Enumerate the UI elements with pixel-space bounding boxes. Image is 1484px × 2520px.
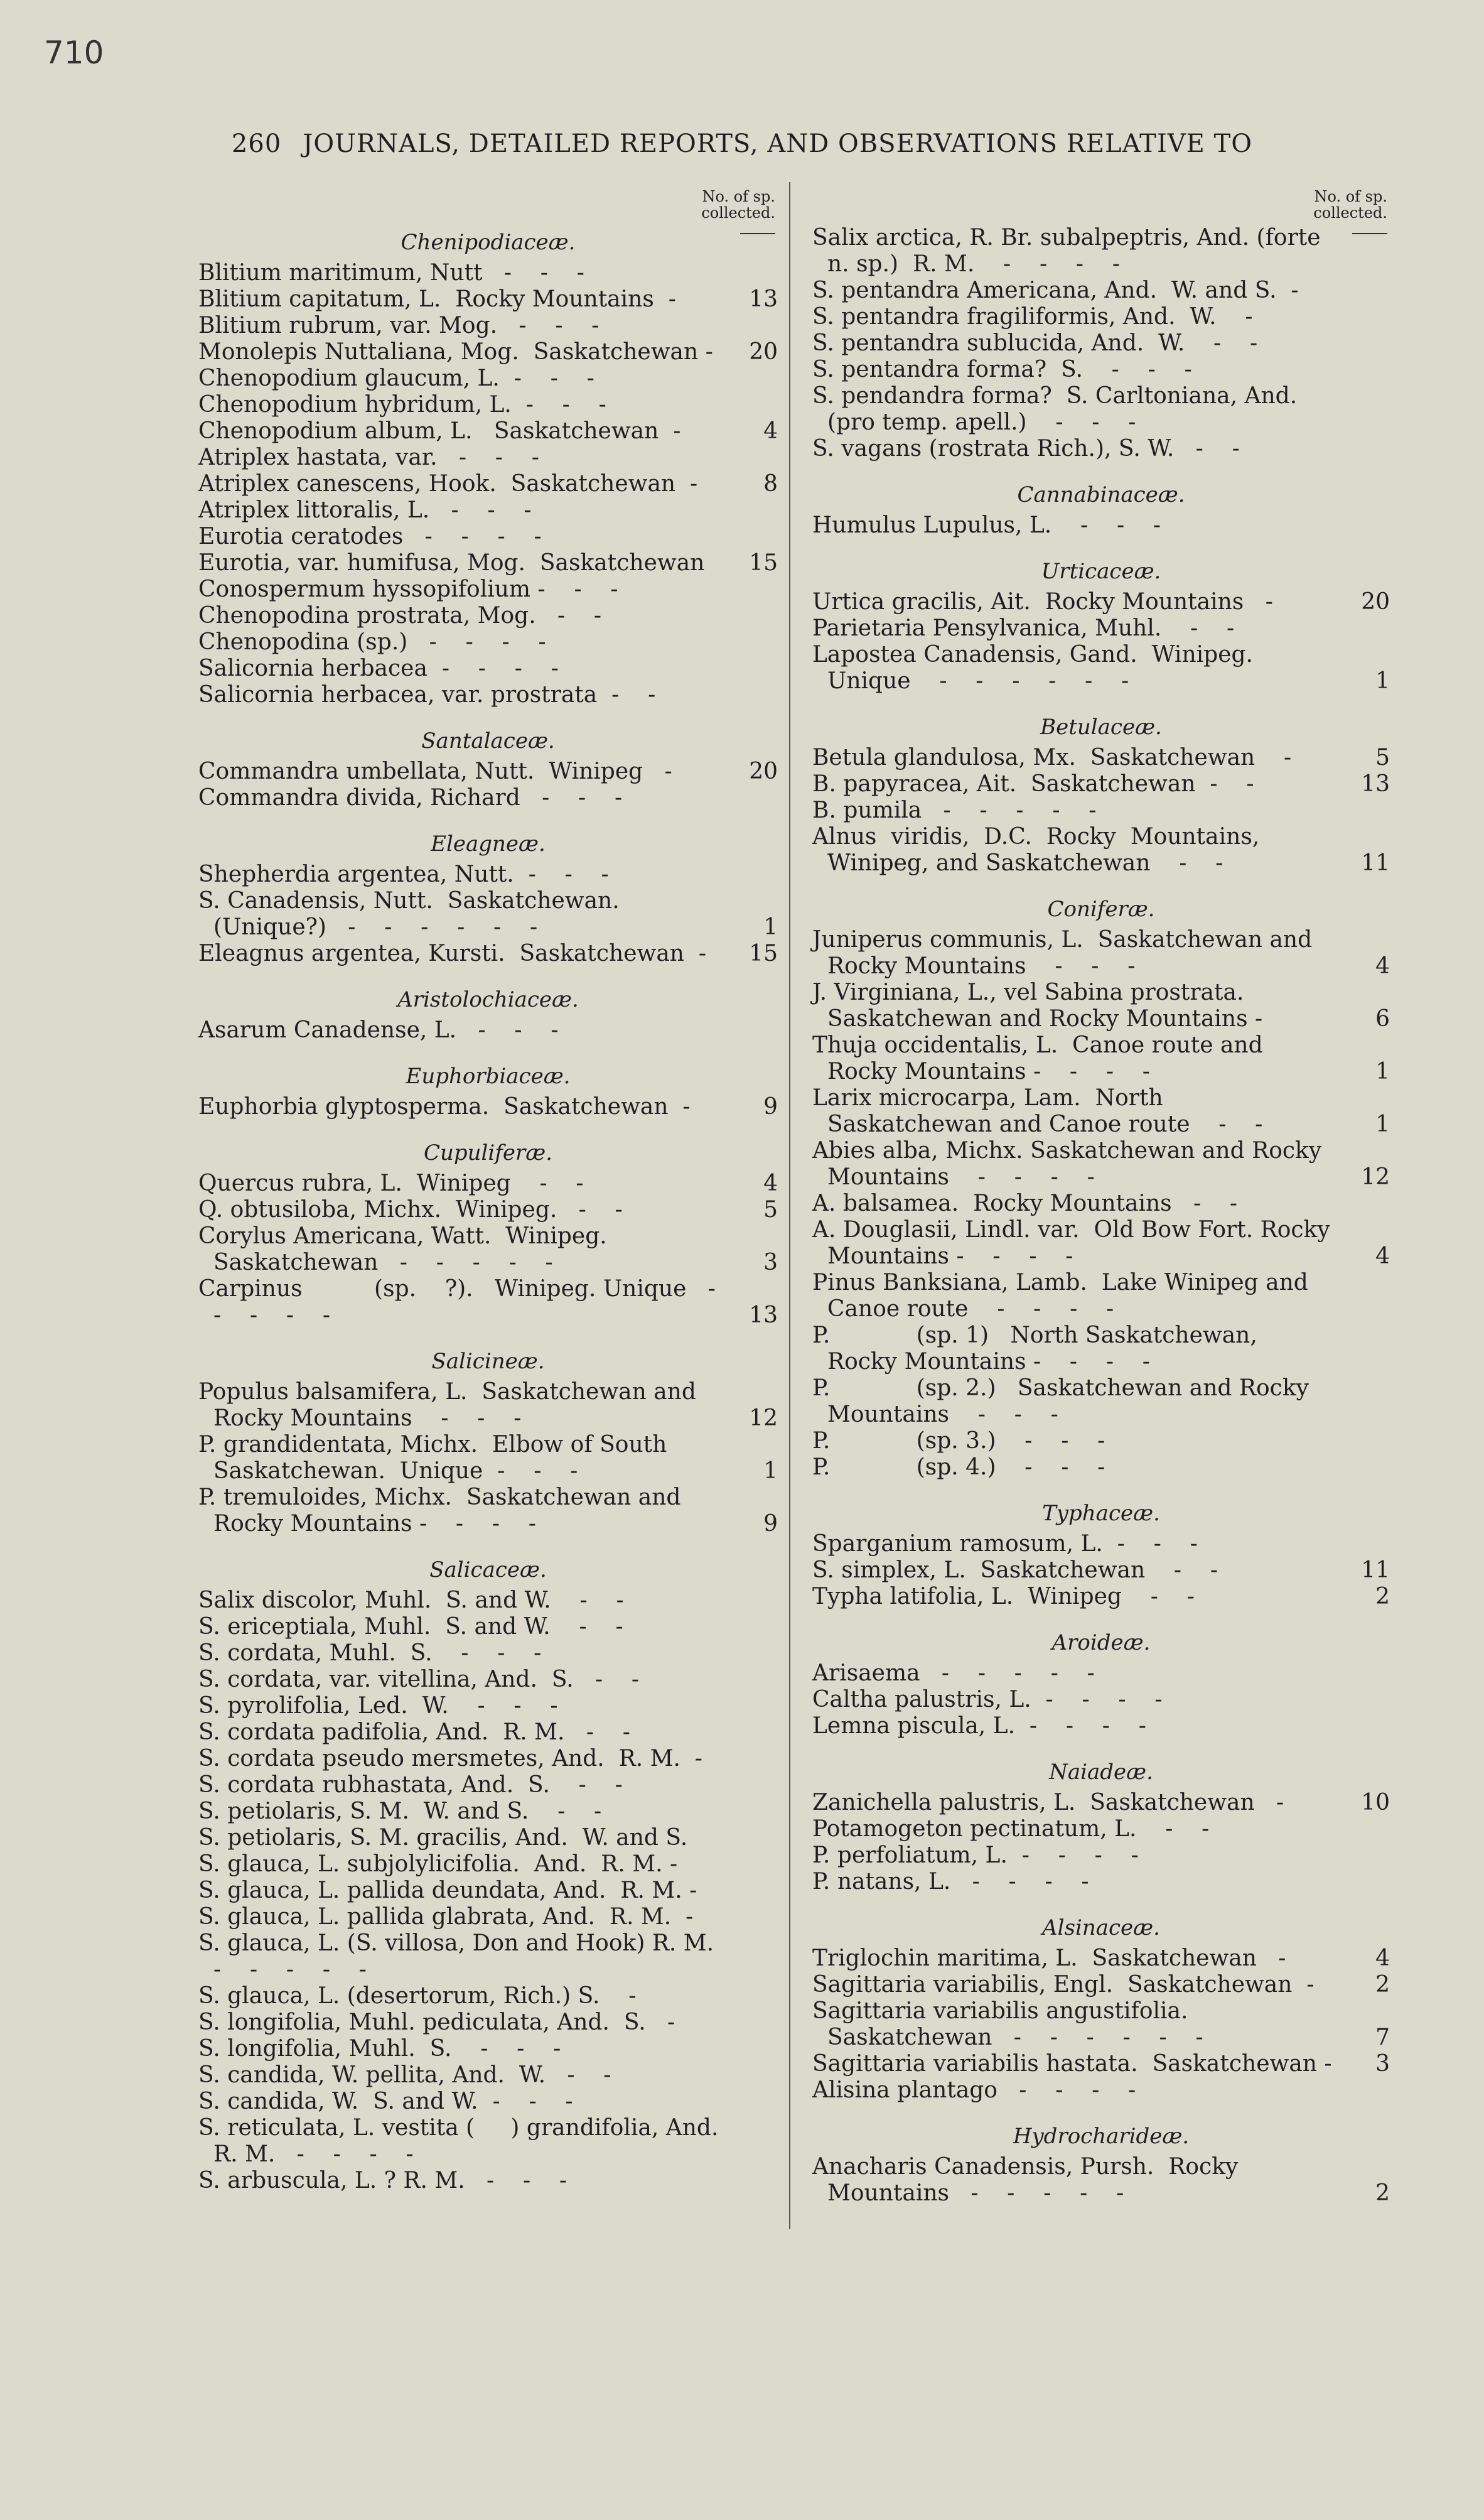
species-count: 15: [749, 941, 778, 966]
species-entry: [198, 1983, 778, 2009]
species-entry: [812, 1816, 1390, 1842]
species-name: Juniperus communis, L. Saskatchewan and Rocky Mountains - - -: [812, 927, 1320, 979]
species-name: Shepherdia argentea, Nutt. - - -: [198, 862, 609, 887]
species-entry: [198, 1171, 778, 1197]
species-count: 20: [749, 759, 778, 784]
species-entry: [198, 1223, 778, 1276]
species-name: Chenopodium glaucum, L. - - -: [198, 365, 594, 391]
species-name: Pinus Banksiana, Lamb. Lake Winipeg and Canoe route - - - -: [812, 1270, 1316, 1322]
family-section: [812, 554, 1390, 695]
species-name: Betula glandulosa, Mx. Saskatchewan -: [812, 745, 1292, 771]
family-title: Typhaceæ.: [1042, 1501, 1160, 1526]
species-count: 4: [763, 1171, 778, 1196]
species-name: B. papyracea, Ait. Saskatchewan - -: [812, 771, 1254, 797]
species-entry: [198, 2089, 778, 2115]
species-entry: [812, 225, 1390, 278]
species-name: Anacharis Canadensis, Pursh. Rocky Mountains - - - - -: [812, 2154, 1245, 2206]
species-entry: [198, 576, 778, 603]
species-name: Eurotia ceratodes - - - -: [198, 524, 542, 549]
species-entry: [198, 1719, 778, 1746]
species-entry: [812, 824, 1390, 877]
species-name: Zanichella palustris, L. Saskatchewan -: [812, 1790, 1284, 1815]
species-name: Commandra umbellata, Nutt. Winipeg -: [198, 759, 672, 784]
species-entry: [812, 1375, 1390, 1428]
species-entry: [198, 550, 778, 576]
species-entry: [812, 512, 1390, 539]
species-name: S. glauca, L. (desertorum, Rich.) S. -: [198, 1983, 637, 2009]
family-title: Cupuliferæ.: [423, 1140, 553, 1165]
species-entry: [198, 339, 778, 365]
species-count: 2: [1375, 1584, 1390, 1609]
species-entry: [812, 1032, 1390, 1085]
species-count: 4: [1375, 953, 1390, 979]
species-name: J. Virginiana, L., vel Sabina prostrata. Saskatchewan and Rocky Mountains -: [812, 980, 1263, 1032]
running-head-page: 260: [231, 129, 282, 158]
species-name: S. glauca, L. (S. villosa, Don and Hook) R. M. - - - - -: [198, 1930, 736, 1982]
species-entry: [198, 1667, 778, 1693]
family-title: Naiadeæ.: [1049, 1760, 1153, 1785]
species-name: Chenopodina prostrata, Mog. - -: [198, 603, 602, 629]
species-entry: [198, 1878, 778, 1904]
species-entry: [812, 1790, 1390, 1816]
species-name: Carpinus (sp. ?). Winipeg. Unique - - - - -: [198, 1276, 745, 1328]
species-entry: [812, 2154, 1390, 2207]
species-count: 20: [749, 339, 778, 365]
species-name: Typha latifolia, L. Winipeg - -: [812, 1584, 1195, 1609]
species-entry: [812, 1945, 1390, 1972]
species-name: Corylus Americana, Watt. Winipeg. Saskatchewan - - - - -: [198, 1223, 621, 1275]
species-name: Blitium rubrum, var. Mog. - - -: [198, 313, 600, 338]
species-entry: [198, 1379, 778, 1432]
species-entry: [198, 1432, 778, 1484]
species-count: 12: [749, 1405, 778, 1431]
family-section: [198, 982, 778, 1044]
species-entry: [198, 785, 778, 811]
species-entry: [812, 980, 1390, 1032]
species-name: S. longifolia, Muhl. S. - - -: [198, 2036, 561, 2062]
species-entry: [198, 1798, 778, 1825]
species-entry: [198, 656, 778, 682]
species-entry: [812, 1584, 1390, 1610]
species-name: Alisina plantago - - - -: [812, 2077, 1136, 2103]
species-entry: [812, 927, 1390, 980]
species-name: P. perfoliatum, L. - - - -: [812, 1842, 1139, 1868]
species-name: S. pentandra fragiliformis, And. W. -: [812, 304, 1253, 330]
species-entry: [198, 1693, 778, 1719]
species-name: Chenopodium hybridum, L. - - -: [198, 392, 606, 418]
species-name: S. candida, W. pellita, And. W. - -: [198, 2062, 611, 2088]
species-name: S. ericeptiala, Muhl. S. and W. - -: [198, 1614, 623, 1640]
family-title: Alsinaceæ.: [1042, 1915, 1160, 1940]
species-count: 4: [1375, 1945, 1390, 1971]
species-name: Abies alba, Michx. Saskatchewan and Rocky Mountains - - - -: [812, 1138, 1329, 1190]
family-section: [198, 826, 778, 967]
family-title: Chenipodiaceæ.: [401, 230, 576, 255]
species-entry: [198, 313, 778, 339]
species-entry: [812, 1869, 1390, 1895]
species-entry: [198, 629, 778, 656]
species-entry: [812, 1972, 1390, 1998]
species-entry: [812, 1138, 1390, 1191]
species-entry: [812, 1687, 1390, 1713]
species-entry: [198, 260, 778, 286]
family-title: Aroideæ.: [1051, 1630, 1151, 1655]
species-name: S. candida, W. S. and W. - - -: [198, 2089, 573, 2114]
species-count: 5: [763, 1197, 778, 1223]
species-name: Sagittaria variabilis angustifolia. Saskatchewan - - - - - -: [812, 1998, 1203, 2050]
species-name: Salicornia herbacea - - - -: [198, 656, 559, 681]
running-head: [0, 129, 1484, 158]
species-name: P. grandidentata, Michx. Elbow of South Saskatchewan. Unique - - -: [198, 1432, 674, 1484]
species-name: P. natans, L. - - - -: [812, 1869, 1089, 1895]
running-head-title: JOURNALS, DETAILED REPORTS, AND OBSERVATIONS RELATIVE TO: [303, 129, 1253, 158]
species-count: 13: [749, 286, 778, 312]
column-header-line-2: collected.: [1313, 204, 1387, 222]
species-entry: [198, 1276, 778, 1329]
column-header-line-2: collected.: [701, 204, 775, 222]
species-entry: [812, 1454, 1390, 1481]
family-section: [812, 1625, 1390, 1739]
species-name: Euphorbia glyptosperma. Saskatchewan -: [198, 1094, 691, 1120]
species-count: 20: [1361, 589, 1390, 615]
species-entry: [198, 1772, 778, 1798]
species-name: S. cordata rubhastata, And. S. - -: [198, 1772, 623, 1798]
family-section: [812, 1496, 1390, 1610]
species-entry: [198, 2036, 778, 2062]
species-count: 13: [1361, 771, 1390, 797]
species-count: 2: [1375, 1972, 1390, 1998]
species-entry: [198, 941, 778, 967]
column-header-rule: [740, 233, 775, 234]
species-entry: [198, 1197, 778, 1223]
species-name: S. petiolaris, S. M. gracilis, And. W. and S.: [198, 1825, 688, 1851]
species-entry: [812, 1998, 1390, 2051]
species-entry: [198, 1851, 778, 1878]
species-entry: [812, 2077, 1390, 2104]
species-name: S. pentandra sublucida, And. W. - -: [812, 330, 1258, 356]
species-count: 1: [1375, 668, 1390, 694]
species-count: 1: [763, 1458, 778, 1484]
species-name: Blitium maritimum, Nutt - - -: [198, 260, 584, 286]
species-count: 13: [749, 1302, 778, 1328]
species-name: S. arbuscula, L. ? R. M. - - -: [198, 2168, 567, 2193]
species-name: S. pentandra Americana, And. W. and S. -: [812, 278, 1299, 303]
species-count: 4: [763, 418, 778, 444]
page-number: 710: [44, 35, 104, 71]
species-entry: [198, 888, 778, 941]
species-entry: [198, 1904, 778, 1930]
species-entry: [812, 1842, 1390, 1869]
species-entry: [198, 365, 778, 392]
species-entry: [198, 682, 778, 708]
species-entry: [812, 436, 1390, 462]
column-header-rule: [1352, 233, 1387, 234]
species-entry: [198, 286, 778, 313]
species-entry: [198, 2062, 778, 2089]
species-name: Asarum Canadense, L. - - -: [198, 1017, 559, 1043]
species-entry: [812, 1191, 1390, 1217]
species-name: Potamogeton pectinatum, L. - -: [812, 1816, 1210, 1842]
species-entry: [198, 1484, 778, 1537]
species-count: 1: [763, 914, 778, 940]
species-entry: [198, 759, 778, 785]
species-count: 9: [763, 1511, 778, 1537]
species-entry: [198, 497, 778, 524]
species-entry: [812, 2051, 1390, 2077]
species-entry: [812, 771, 1390, 798]
species-count: 3: [763, 1250, 778, 1275]
family-title: Eleagneæ.: [431, 831, 546, 857]
species-name: A. balsamea. Rocky Mountains - -: [812, 1191, 1238, 1216]
species-entry: [812, 383, 1390, 436]
family-section: [812, 477, 1390, 539]
species-name: S. simplex, L. Saskatchewan - -: [812, 1557, 1218, 1583]
species-name: S. glauca, L. subjolylicifolia. And. R. M. -: [198, 1851, 678, 1877]
species-entry: [812, 1428, 1390, 1454]
species-name: Parietaria Pensylvanica, Muhl. - -: [812, 615, 1235, 641]
family-section: [198, 1059, 778, 1120]
species-count: 12: [1361, 1164, 1390, 1190]
species-entry: [198, 1746, 778, 1772]
family-section: [812, 1755, 1390, 1895]
species-entry: [198, 1017, 778, 1044]
species-count: 5: [1375, 745, 1390, 771]
species-name: P. (sp. 4.) - - -: [812, 1454, 1105, 1480]
species-count: 6: [1375, 1006, 1390, 1032]
species-count: 3: [1375, 2051, 1390, 2077]
family-section: [812, 225, 1390, 462]
column-header: [198, 188, 778, 225]
column-header: [812, 188, 1390, 225]
column-header-line-1: No. of sp.: [1314, 188, 1387, 205]
species-entry: [812, 357, 1390, 383]
family-section: [198, 1552, 778, 2194]
family-title: Urticaceæ.: [1041, 559, 1161, 584]
species-entry: [812, 1322, 1390, 1375]
species-name: Caltha palustris, L. - - - -: [812, 1687, 1163, 1712]
species-name: Sagittaria variabilis hastata. Saskatchewan -: [812, 2051, 1332, 2077]
species-name: Monolepis Nuttaliana, Mog. Saskatchewan -: [198, 339, 713, 365]
species-name: B. pumila - - - - -: [812, 798, 1097, 823]
species-entry: [198, 1640, 778, 1667]
species-name: P. (sp. 3.) - - -: [812, 1428, 1105, 1454]
species-entry: [198, 2168, 778, 2194]
species-name: Commandra divida, Richard - - -: [198, 785, 623, 811]
species-name: P. tremuloides, Michx. Saskatchewan and Rocky Mountains - - - -: [198, 1484, 688, 1537]
species-name: Eleagnus argentea, Kursti. Saskatchewan -: [198, 941, 707, 966]
species-name: S. glauca, L. pallida deundata, And. R. M. -: [198, 1878, 697, 1903]
right-column: [812, 188, 1390, 2222]
species-entry: [812, 1557, 1390, 1584]
species-entry: [198, 2115, 778, 2168]
species-entry: [198, 418, 778, 445]
family-title: Salicineæ.: [431, 1349, 545, 1374]
species-count: 2: [1375, 2180, 1390, 2206]
species-name: S. glauca, L. pallida glabrata, And. R. M. -: [198, 1904, 694, 1930]
species-entry: [198, 1930, 778, 1983]
species-name: S. petiolaris, S. M. W. and S. - -: [198, 1798, 602, 1824]
species-name: Chenopodina (sp.) - - - -: [198, 629, 546, 655]
species-name: Lemna piscula, L. - - - -: [812, 1713, 1146, 1739]
species-count: 8: [763, 471, 778, 497]
species-entry: [812, 1531, 1390, 1557]
species-name: Quercus rubra, L. Winipeg - -: [198, 1171, 584, 1196]
species-entry: [198, 862, 778, 888]
species-entry: [198, 524, 778, 550]
species-name: Salicornia herbacea, var. prostrata - -: [198, 682, 656, 708]
species-name: S. cordata padifolia, And. R. M. - -: [198, 1719, 630, 1745]
species-name: Atriplex hastata, var. - - -: [198, 445, 539, 470]
species-name: S. longifolia, Muhl. pediculata, And. S. -: [198, 2009, 675, 2035]
family-section: [198, 225, 778, 708]
species-name: S. cordata, Muhl. S. - - -: [198, 1640, 542, 1666]
family-section: [198, 1135, 778, 1329]
species-name: S. pendandra forma? S. Carltoniana, And. (pro temp. apell.) - - -: [812, 383, 1304, 435]
species-name: A. Douglasii, Lindl. var. Old Bow Fort. Rocky Mountains - - - -: [812, 1217, 1338, 1269]
left-column: [198, 188, 778, 2209]
species-name: Blitium capitatum, L. Rocky Mountains -: [198, 286, 676, 312]
family-title: Aristolochiaceæ.: [397, 987, 579, 1012]
species-name: Conospermum hyssopifolium - - -: [198, 576, 618, 602]
species-entry: [812, 1217, 1390, 1270]
species-entry: [198, 1587, 778, 1614]
species-name: Thuja occidentalis, L. Canoe route and Rocky Mountains - - - -: [812, 1032, 1271, 1084]
species-entry: [812, 278, 1390, 304]
species-name: S. reticulata, L. vestita ( ) grandifolia, And. R. M. - - - -: [198, 2115, 733, 2167]
species-entry: [812, 304, 1390, 330]
species-entry: [198, 445, 778, 471]
species-name: S. pyrolifolia, Led. W. - - -: [198, 1693, 558, 1719]
family-title: Cannabinaceæ.: [1017, 482, 1185, 507]
species-name: Salix discolor, Muhl. S. and W. - -: [198, 1587, 624, 1613]
family-section: [198, 1344, 778, 1537]
species-name: S. vagans (rostrata Rich.), S. W. - -: [812, 436, 1240, 462]
family-section: [812, 2119, 1390, 2207]
species-entry: [812, 1713, 1390, 1739]
species-name: P. (sp. 1) North Saskatchewan, Rocky Mountains - - - -: [812, 1322, 1265, 1375]
family-title: Betulaceæ.: [1040, 715, 1162, 740]
species-name: P. (sp. 2.) Saskatchewan and Rocky Mountains - - -: [812, 1375, 1316, 1427]
family-title: Euphorbiaceæ.: [406, 1064, 571, 1089]
species-count: 9: [763, 1094, 778, 1120]
species-count: 11: [1361, 1557, 1390, 1583]
species-name: Salix arctica, R. Br. subalpeptris, And. (forte n. sp.) R. M. - - - -: [812, 225, 1328, 277]
species-entry: [812, 615, 1390, 642]
species-name: S. Canadensis, Nutt. Saskatchewan. (Unique?) - - - - - -: [198, 888, 634, 940]
species-entry: [812, 1085, 1390, 1138]
species-name: Populus balsamifera, L. Saskatchewan and Rocky Mountains - - -: [198, 1379, 704, 1431]
species-entry: [812, 642, 1390, 695]
species-entry: [198, 1614, 778, 1640]
species-count: 4: [1375, 1243, 1390, 1269]
species-name: Lapostea Canadensis, Gand. Winipeg. Unique - - - - - -: [812, 642, 1267, 694]
species-name: Sagittaria variabilis, Engl. Saskatchewan -: [812, 1972, 1315, 1998]
species-name: Alnus viridis, D.C. Rocky Mountains, Winipeg, and Saskatchewan - -: [812, 824, 1267, 876]
species-name: Arisaema - - - - -: [812, 1660, 1095, 1686]
species-name: Triglochin maritima, L. Saskatchewan -: [812, 1945, 1286, 1971]
family-title: Hydrocharideæ.: [1013, 2124, 1190, 2149]
family-section: [198, 723, 778, 811]
species-count: 1: [1375, 1111, 1390, 1137]
family-section: [812, 892, 1390, 1481]
species-entry: [812, 330, 1390, 357]
species-entry: [198, 392, 778, 418]
species-name: S. cordata, var. vitellina, And. S. - -: [198, 1667, 640, 1692]
species-entry: [198, 2009, 778, 2036]
species-count: 7: [1375, 2025, 1390, 2050]
species-count: 10: [1361, 1790, 1390, 1815]
column-divider: [789, 182, 790, 2229]
species-name: Eurotia, var. humifusa, Mog. Saskatchewan: [198, 550, 705, 576]
species-entry: [812, 1660, 1390, 1687]
species-name: Larix microcarpa, Lam. North Saskatchewan and Canoe route - -: [812, 1085, 1263, 1137]
species-name: Sparganium ramosum, L. - - -: [812, 1531, 1198, 1557]
species-entry: [198, 471, 778, 497]
species-entry: [198, 1825, 778, 1851]
species-entry: [812, 798, 1390, 824]
species-entry: [198, 603, 778, 629]
family-section: [812, 1910, 1390, 2104]
species-name: Atriplex canescens, Hook. Saskatchewan -: [198, 471, 698, 497]
species-name: S. cordata pseudo mersmetes, And. R. M. -: [198, 1746, 702, 1771]
family-title: Salicaceæ.: [429, 1557, 547, 1582]
species-name: Chenopodium album, L. Saskatchewan -: [198, 418, 681, 444]
species-count: 1: [1375, 1059, 1390, 1084]
species-entry: [812, 1270, 1390, 1322]
species-entry: [812, 589, 1390, 615]
species-entry: [198, 1094, 778, 1120]
species-name: Humulus Lupulus, L. - - -: [812, 512, 1161, 538]
species-entry: [812, 745, 1390, 771]
family-title: Santalaceæ.: [421, 728, 555, 754]
species-count: 11: [1361, 850, 1390, 876]
species-name: S. pentandra forma? S. - - -: [812, 357, 1192, 382]
species-count: 15: [749, 550, 778, 576]
species-name: Atriplex littoralis, L. - - -: [198, 497, 532, 523]
family-section: [812, 710, 1390, 877]
species-name: Urtica gracilis, Ait. Rocky Mountains -: [812, 589, 1273, 615]
species-name: Q. obtusiloba, Michx. Winipeg. - -: [198, 1197, 623, 1223]
family-title: Coniferæ.: [1047, 897, 1155, 922]
column-header-line-1: No. of sp.: [702, 188, 775, 205]
